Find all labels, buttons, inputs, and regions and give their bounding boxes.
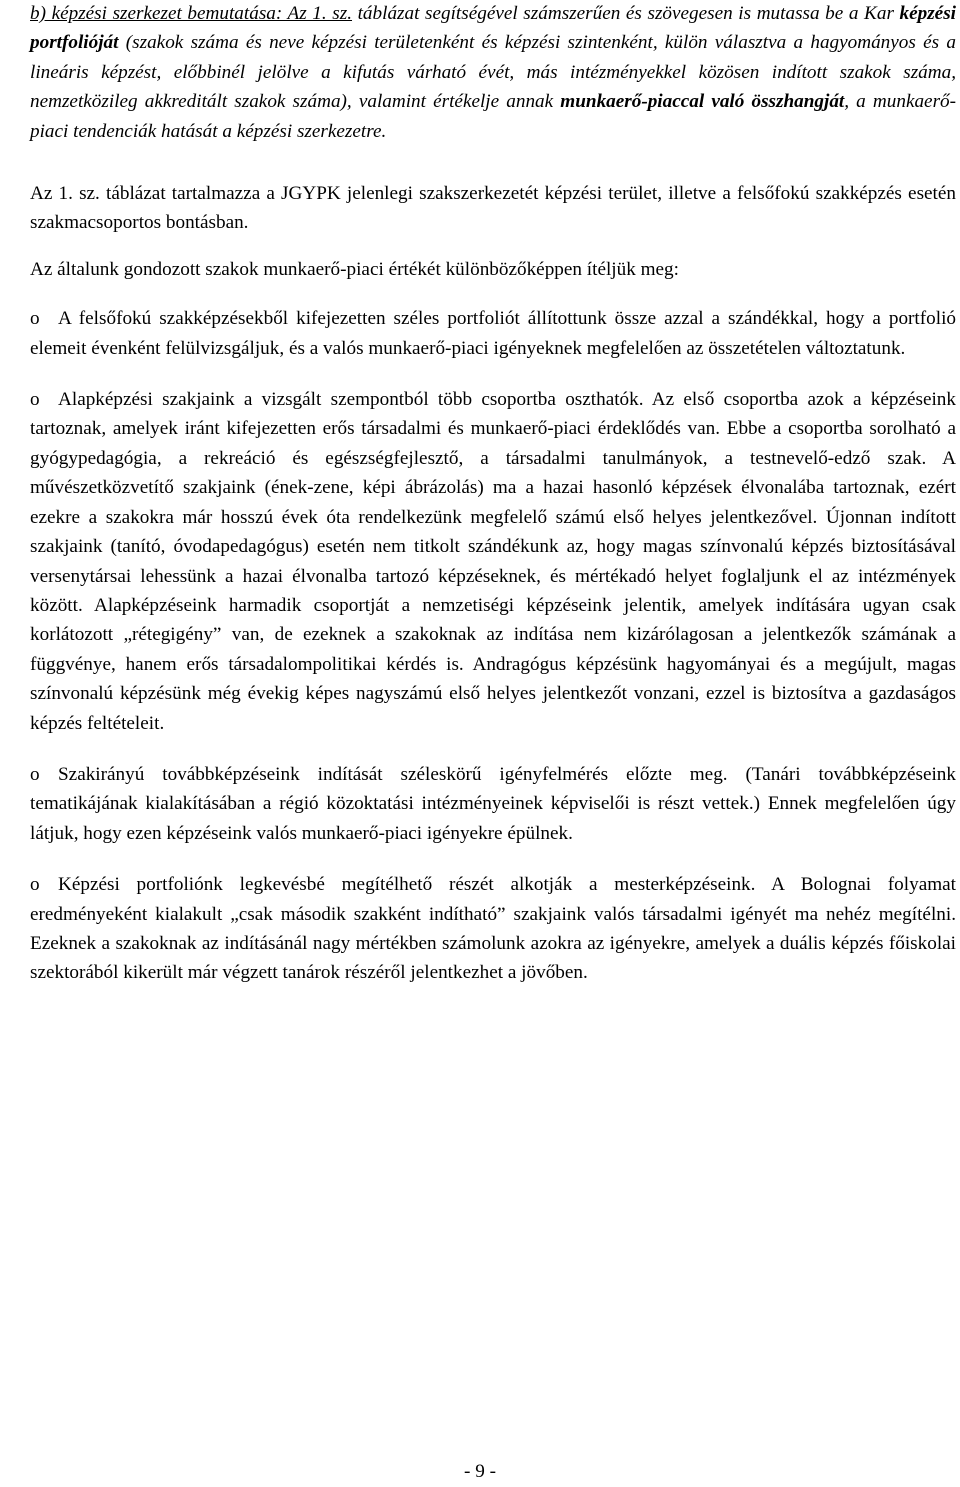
- bullet-marker: o: [30, 874, 40, 896]
- bullet-text: A felsőfokú szakképzésekből kifejezetten széles portfoliót állítottunk össze azzal a szándékkal, hogy a portfolió elemeit évenként felülvizsgáljuk, és a valós munkaerő-piaci igényeknek megfelelően az összetételen változtatunk.: [30, 308, 956, 359]
- intro-heading-underlined: b) képzési szerkezet bemutatása: Az 1. sz.: [30, 3, 353, 24]
- intro-bold-labor-market: munkaerő-piaccal való összhangját: [560, 91, 845, 113]
- page-number: - 9 -: [464, 1461, 496, 1482]
- intro-text-part2: (szakok száma és neve képzési területenként és képzési szintenként, külön választva a hagyományos és a lineáris képzést, előbbinél jelölve a kifutás várható évét, más intézményekkel közösen indított szakok száma, nemzetközileg akkreditált szakok száma), valamint értékelje annak: [30, 32, 956, 113]
- page-content: [30, 0, 956, 988]
- bullet-marker: o: [30, 763, 40, 785]
- intro-bold-portfolio: képzési portfolióját: [30, 3, 957, 54]
- bullet-item-bachelor: [30, 385, 956, 738]
- bullet-item-master: [30, 870, 956, 988]
- intro-text-part1: táblázat segítségével számszerűen és szövegesen is mutassa be a Kar: [352, 3, 900, 24]
- bullet-item-postgraduate: [30, 760, 956, 848]
- bullet-marker: o: [30, 389, 40, 411]
- intro-paragraph: [30, 0, 956, 146]
- bullet-marker: o: [30, 308, 40, 330]
- bullet-text: Képzési portfoliónk legkevésbé megítélhető részét alkotják a mesterképzéseink. A Bolognai folyamat eredményeként kialakult „csak második szakként indítható” szakjaink valós társadalmi igényét ma nehéz megítélni. Ezeknek a szakoknak az indításánál nagy mértékben számolunk azokra az igényekre, amelyek a duális képzés főiskolai szektorából kikerült már végzett tanárok részéről jelentkezhet a jövőben.: [30, 874, 956, 984]
- intro-text-part3: , a munkaerő-piaci tendenciák hatását a képzési szerkezetre.: [30, 91, 957, 142]
- bullet-item-vocational: [30, 304, 956, 363]
- table-description-paragraph: Az 1. sz. táblázat tartalmazza a JGYPK jelenlegi szakszerkezetét képzési terület, illetve a felsőfokú szakképzés esetén szakmacsoportos bontásban.: [30, 183, 956, 234]
- bullet-text: Alapképzési szakjaink a vizsgált szempontból több csoportba oszthatók. Az első csoportba azok a képzéseink tartoznak, amelyek iránt kifejezetten erős társadalmi és munkaerő-piaci érdeklődés van. Ebbe a csoportba sorolható a gyógypedagógia, a rekreáció és egészségfejlesztő, a társadalmi tanulmányok, a testnevelő-edző szak. A művészetközvetítő szakjaink (ének-zene, képi ábrázolás) ma a hazai hasonló képzések élvonalába tartoznak, ezért ezekre a szakokra már hosszú évek óta rendelkezünk megfelelő számú első helyes jelentkezővel. Újonnan indított szakjaink (tanító, óvodapedagógus) esetén nem titkolt szándékunk az, hogy magas színvonalú képzés biztosításával versenytársai lehessünk a hazai élvonalba tartozó képzéseknek, és mértékadó helyet foglaljunk el az intézmények között. Alapképzéseink harmadik csoportját a nemzetiségi képzéseink jelentik, amelyek indítására ugyan csak korlátozott „rétegigény” van, de ezeknek a szakoknak az indítása nem kizárólagosan a jelentkezők számának a függvénye, hanem erős társadalompolitikai kérdés is. Andragógus képzésünk hagyományai és a megújult, magas színvonalú képzésünk még évekig képes nagyszámú első helyes jelentkezőt vonzani, ezzel is biztosítva a gazdaságos képzés feltételeit.: [30, 389, 956, 734]
- bullet-text: Szakirányú továbbképzéseink indítását széleskörű igényfelmérés előzte meg. (Tanári továbbképzéseink tematikájának kialakításában a régió közoktatási intézményeinek képviselői is részt vettek.) Ennek megfelelően úgy látjuk, hogy ezen képzéseink valós munkaerő-piaci igényekre épülnek.: [30, 763, 956, 844]
- lead-paragraph: Az általunk gondozott szakok munkaerő-piaci értékét különbözőképpen ítéljük meg:: [30, 258, 679, 280]
